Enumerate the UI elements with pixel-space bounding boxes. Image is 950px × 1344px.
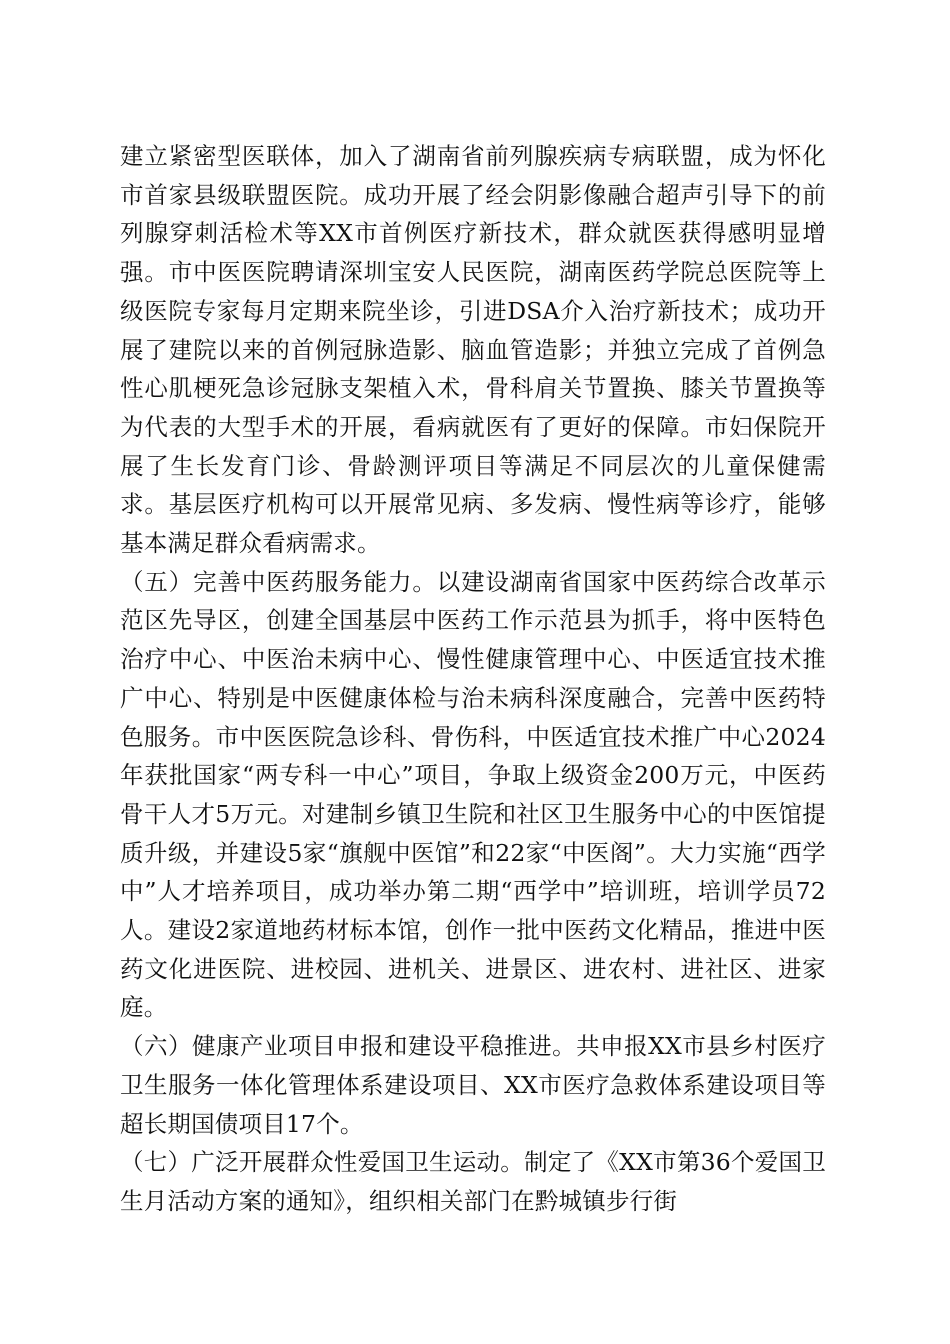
document-body <box>120 137 826 1221</box>
paragraph-patriotic-health: （七）广泛开展群众性爱国卫生运动。制定了《XX市第36个爱国卫生月活动方案的通知》，组织相关部门在黔城镇步行街 <box>120 1148 826 1215</box>
paragraph-medical-alliance: 建立紧密型医联体，加入了湖南省前列腺疾病专病联盟，成为怀化市首家县级联盟医院。成功开展了经会阴影像融合超声引导下的前列腺穿刺活检术等XX市首例医疗新技术，群众就医获得感明显增强。市中医医院聘请深圳宝安人民医院，湖南医药学院总医院等上级医院专家每月定期来院坐诊，引进DSA介入治疗新技术；成功开展了建院以来的首例冠脉造影、脑血管造影；并独立完成了首例急性心肌梗死急诊冠脉支架植入术，骨科肩关节置换、膝关节置换等为代表的大型手术的开展，看病就医有了更好的保障。市妇保院开展了生长发育门诊、骨龄测评项目等满足不同层次的儿童保健需求。基层医疗机构可以开展常见病、多发病、慢性病等诊疗，能够基本满足群众看病需求。 <box>120 142 826 558</box>
paragraph-health-projects: （六）健康产业项目申报和建设平稳推进。共申报XX市县乡村医疗卫生服务一体化管理体系建设项目、XX市医疗急救体系建设项目等超长期国债项目17个。 <box>120 1032 826 1138</box>
paragraph-tcm-services: （五）完善中医药服务能力。以建设湖南省国家中医药综合改革示范区先导区，创建全国基层中医药工作示范县为抓手，将中医特色治疗中心、中医治未病中心、慢性健康管理中心、中医适宜技术推广中心、特别是中医健康体检与治未病科深度融合，完善中医药特色服务。市中医医院急诊科、骨伤科，中医适宜技术推广中心2024年获批国家“两专科一中心”项目，争取上级资金200万元，中医药骨干人才5万元。对建制乡镇卫生院和社区卫生服务中心的中医馆提质升级，并建设5家“旗舰中医馆”和22家“中医阁”。大力实施“西学中”人才培养项目，成功举办第二期“西学中”培训班，培训学员72人。建设2家道地药材标本馆，创作一批中医药文化精品，推进中医药文化进医院、进校园、进机关、进景区、进农村、进社区、进家庭。 <box>120 567 826 1022</box>
